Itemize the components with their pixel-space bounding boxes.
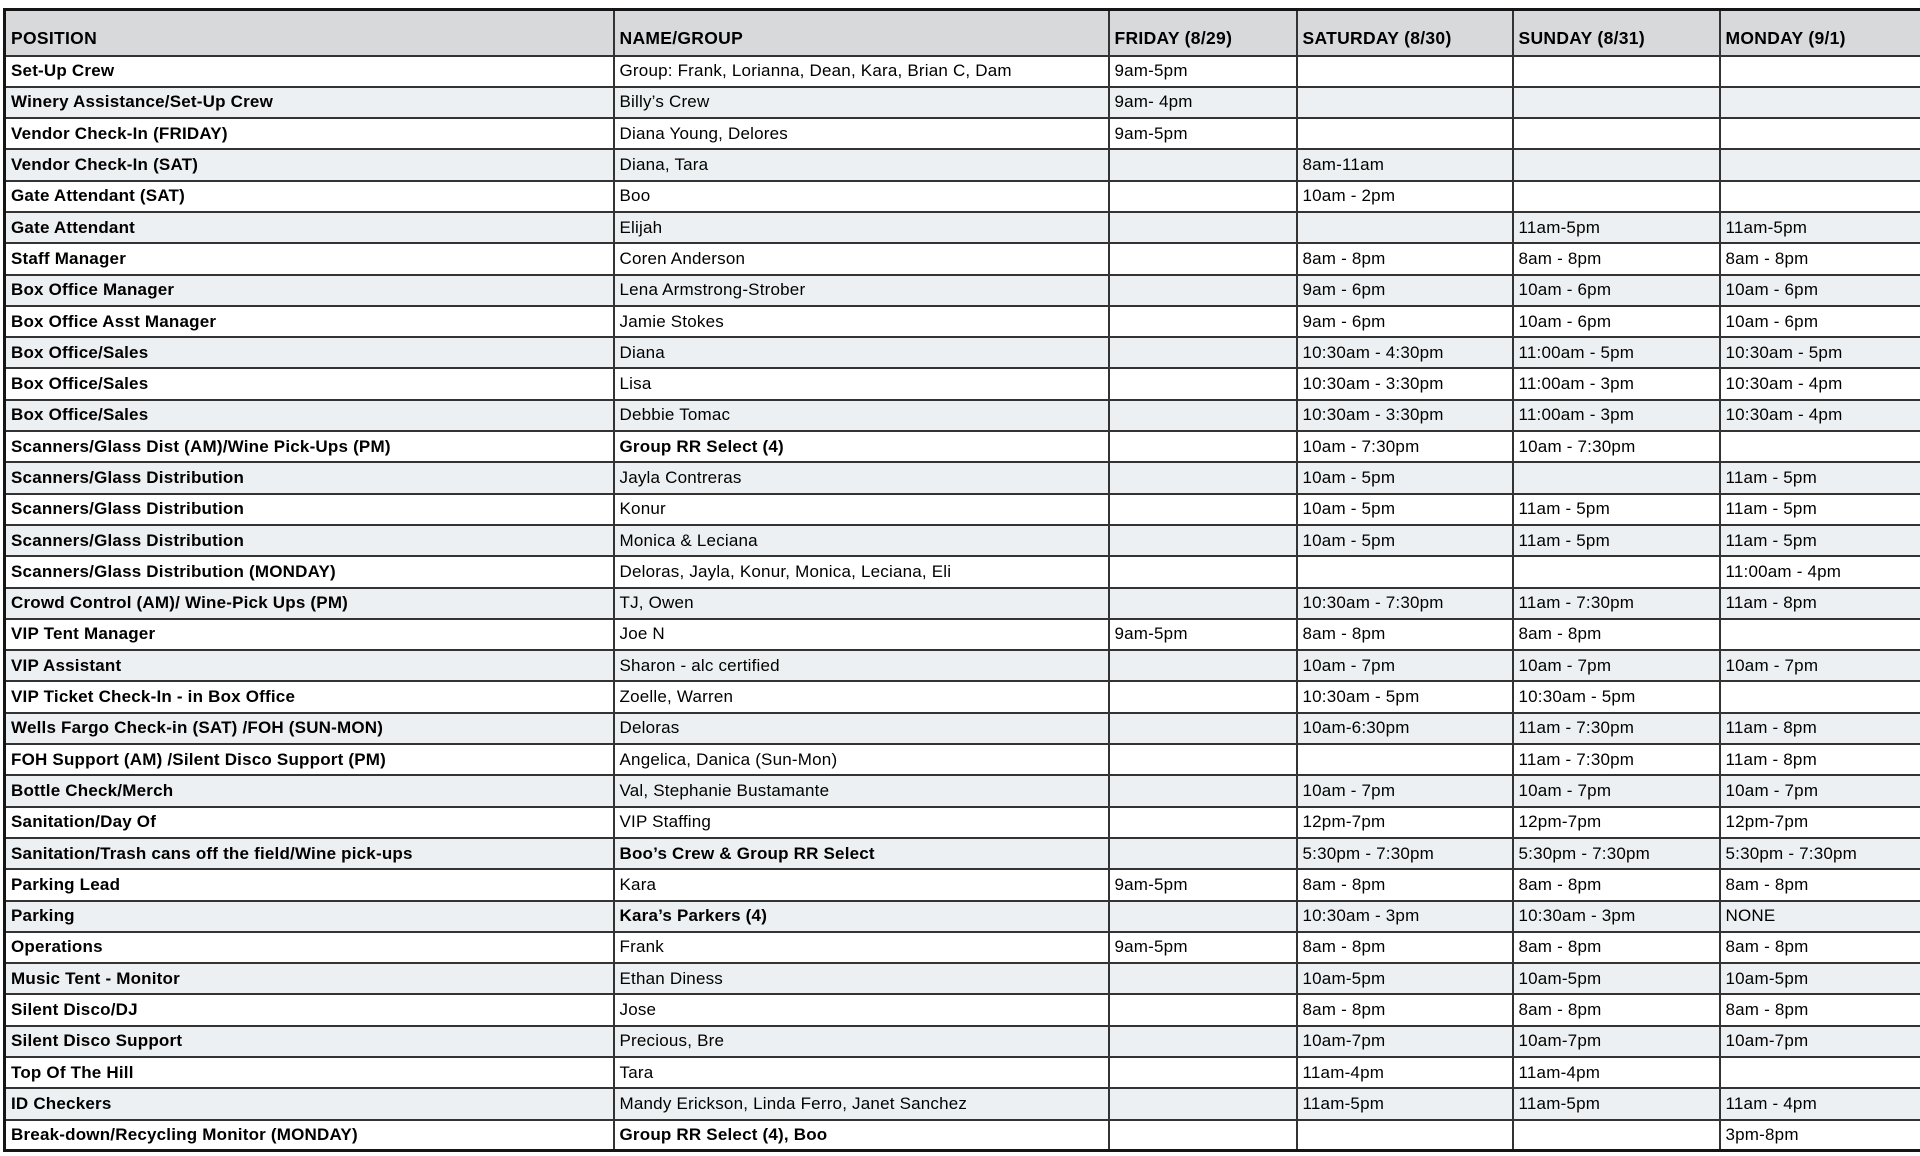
saturday-shift-cell[interactable] <box>1297 744 1513 775</box>
position-cell[interactable]: Break-down/Recycling Monitor (MONDAY) <box>5 1120 614 1151</box>
position-cell[interactable]: Box Office Asst Manager <box>5 306 614 337</box>
name-group-cell[interactable]: Kara’s Parkers (4) <box>614 901 1109 932</box>
name-group-cell[interactable]: Elijah <box>614 212 1109 243</box>
name-group-cell[interactable]: VIP Staffing <box>614 807 1109 838</box>
sunday-shift-cell[interactable]: 8am - 8pm <box>1513 994 1720 1025</box>
schedule-body <box>5 56 1920 1151</box>
friday-shift-cell[interactable] <box>1109 901 1297 932</box>
position-cell[interactable]: VIP Tent Manager <box>5 619 614 650</box>
table-row <box>5 337 1920 368</box>
position-cell[interactable]: Crowd Control (AM)/ Wine-Pick Ups (PM) <box>5 588 614 619</box>
sunday-shift-cell[interactable]: 8am - 8pm <box>1513 619 1720 650</box>
position-cell[interactable]: Box Office Manager <box>5 275 614 306</box>
table-row <box>5 87 1920 118</box>
sunday-shift-cell[interactable] <box>1513 87 1720 118</box>
position-cell[interactable]: Scanners/Glass Distribution <box>5 462 614 493</box>
friday-shift-cell[interactable] <box>1109 775 1297 806</box>
saturday-shift-cell[interactable] <box>1297 1120 1513 1151</box>
friday-shift-cell[interactable] <box>1109 431 1297 462</box>
column-header-monday[interactable]: MONDAY (9/1) <box>1720 10 1920 56</box>
monday-shift-cell[interactable]: 11am - 8pm <box>1720 744 1920 775</box>
saturday-shift-cell[interactable]: 8am - 8pm <box>1297 619 1513 650</box>
position-cell[interactable]: Gate Attendant <box>5 212 614 243</box>
sunday-shift-cell[interactable]: 11am-4pm <box>1513 1057 1720 1088</box>
sunday-shift-cell[interactable]: 11am-5pm <box>1513 212 1720 243</box>
position-cell[interactable]: Vendor Check-In (SAT) <box>5 149 614 180</box>
position-cell[interactable]: Scanners/Glass Distribution (MONDAY) <box>5 556 614 587</box>
monday-shift-cell[interactable]: 10:30am - 5pm <box>1720 337 1920 368</box>
sunday-shift-cell[interactable] <box>1513 149 1720 180</box>
table-row <box>5 1026 1920 1057</box>
saturday-shift-cell[interactable]: 10am-5pm <box>1297 963 1513 994</box>
name-group-cell[interactable]: Monica & Leciana <box>614 525 1109 556</box>
saturday-shift-cell[interactable]: 10am - 7pm <box>1297 775 1513 806</box>
saturday-shift-cell[interactable] <box>1297 56 1513 87</box>
name-group-cell[interactable]: Angelica, Danica (Sun-Mon) <box>614 744 1109 775</box>
name-group-cell[interactable]: Lisa <box>614 368 1109 399</box>
table-row <box>5 838 1920 869</box>
name-group-cell[interactable]: Ethan Diness <box>614 963 1109 994</box>
sunday-shift-cell[interactable]: 11am - 5pm <box>1513 494 1720 525</box>
table-row <box>5 118 1920 149</box>
table-row <box>5 212 1920 243</box>
saturday-shift-cell[interactable]: 10:30am - 3pm <box>1297 901 1513 932</box>
table-row <box>5 462 1920 493</box>
saturday-shift-cell[interactable] <box>1297 556 1513 587</box>
monday-shift-cell[interactable] <box>1720 619 1920 650</box>
name-group-cell[interactable]: Debbie Tomac <box>614 400 1109 431</box>
name-group-cell[interactable]: Zoelle, Warren <box>614 681 1109 712</box>
friday-shift-cell[interactable]: 9am- 4pm <box>1109 87 1297 118</box>
position-cell[interactable]: Bottle Check/Merch <box>5 775 614 806</box>
staff-schedule-table <box>3 8 1920 1152</box>
saturday-shift-cell[interactable]: 8am - 8pm <box>1297 932 1513 963</box>
saturday-shift-cell[interactable]: 10am - 7pm <box>1297 650 1513 681</box>
sunday-shift-cell[interactable]: 8am - 8pm <box>1513 932 1720 963</box>
friday-shift-cell[interactable] <box>1109 1088 1297 1119</box>
position-cell[interactable]: Parking Lead <box>5 869 614 900</box>
sunday-shift-cell[interactable]: 11am - 5pm <box>1513 525 1720 556</box>
table-row <box>5 243 1920 274</box>
table-row <box>5 149 1920 180</box>
sunday-shift-cell[interactable]: 10am - 7:30pm <box>1513 431 1720 462</box>
friday-shift-cell[interactable]: 9am-5pm <box>1109 869 1297 900</box>
saturday-shift-cell[interactable]: 10:30am - 4:30pm <box>1297 337 1513 368</box>
friday-shift-cell[interactable] <box>1109 1026 1297 1057</box>
column-header-friday[interactable]: FRIDAY (8/29) <box>1109 10 1297 56</box>
friday-shift-cell[interactable] <box>1109 838 1297 869</box>
name-group-cell[interactable]: Frank <box>614 932 1109 963</box>
saturday-shift-cell[interactable]: 10:30am - 5pm <box>1297 681 1513 712</box>
friday-shift-cell[interactable] <box>1109 963 1297 994</box>
saturday-shift-cell[interactable] <box>1297 212 1513 243</box>
monday-shift-cell[interactable]: 10:30am - 4pm <box>1720 368 1920 399</box>
column-header-sunday[interactable]: SUNDAY (8/31) <box>1513 10 1720 56</box>
monday-shift-cell[interactable]: NONE <box>1720 901 1920 932</box>
saturday-shift-cell[interactable]: 10:30am - 7:30pm <box>1297 588 1513 619</box>
friday-shift-cell[interactable] <box>1109 462 1297 493</box>
position-cell[interactable]: Wells Fargo Check-in (SAT) /FOH (SUN-MON) <box>5 713 614 744</box>
saturday-shift-cell[interactable]: 12pm-7pm <box>1297 807 1513 838</box>
sunday-shift-cell[interactable]: 10am-7pm <box>1513 1026 1720 1057</box>
sunday-shift-cell[interactable] <box>1513 56 1720 87</box>
position-cell[interactable]: Parking <box>5 901 614 932</box>
name-group-cell[interactable]: Diana <box>614 337 1109 368</box>
table-row <box>5 431 1920 462</box>
sunday-shift-cell[interactable]: 10am - 6pm <box>1513 275 1720 306</box>
sunday-shift-cell[interactable]: 11:00am - 3pm <box>1513 400 1720 431</box>
friday-shift-cell[interactable] <box>1109 212 1297 243</box>
monday-shift-cell[interactable]: 11am - 5pm <box>1720 525 1920 556</box>
monday-shift-cell[interactable]: 10am - 6pm <box>1720 275 1920 306</box>
table-row <box>5 181 1920 212</box>
name-group-cell[interactable]: Group RR Select (4) <box>614 431 1109 462</box>
sunday-shift-cell[interactable]: 5:30pm - 7:30pm <box>1513 838 1720 869</box>
name-group-cell[interactable]: Deloras <box>614 713 1109 744</box>
table-row <box>5 56 1920 87</box>
monday-shift-cell[interactable] <box>1720 87 1920 118</box>
table-row <box>5 963 1920 994</box>
table-row <box>5 556 1920 587</box>
sunday-shift-cell[interactable]: 8am - 8pm <box>1513 243 1720 274</box>
saturday-shift-cell[interactable] <box>1297 118 1513 149</box>
position-cell[interactable]: Vendor Check-In (FRIDAY) <box>5 118 614 149</box>
monday-shift-cell[interactable]: 8am - 8pm <box>1720 932 1920 963</box>
saturday-shift-cell[interactable]: 10am - 2pm <box>1297 181 1513 212</box>
table-row <box>5 400 1920 431</box>
sunday-shift-cell[interactable] <box>1513 1120 1720 1151</box>
name-group-cell[interactable]: Jose <box>614 994 1109 1025</box>
position-cell[interactable]: VIP Assistant <box>5 650 614 681</box>
position-cell[interactable]: Box Office/Sales <box>5 400 614 431</box>
friday-shift-cell[interactable] <box>1109 1120 1297 1151</box>
table-row <box>5 932 1920 963</box>
name-group-cell[interactable]: Konur <box>614 494 1109 525</box>
table-row <box>5 525 1920 556</box>
name-group-cell[interactable]: Val, Stephanie Bustamante <box>614 775 1109 806</box>
friday-shift-cell[interactable] <box>1109 556 1297 587</box>
sunday-shift-cell[interactable]: 10am - 6pm <box>1513 306 1720 337</box>
saturday-shift-cell[interactable]: 10am - 5pm <box>1297 494 1513 525</box>
name-group-cell[interactable]: Jamie Stokes <box>614 306 1109 337</box>
sunday-shift-cell[interactable] <box>1513 118 1720 149</box>
table-row <box>5 869 1920 900</box>
position-cell[interactable]: VIP Ticket Check-In - in Box Office <box>5 681 614 712</box>
saturday-shift-cell[interactable]: 10am - 5pm <box>1297 462 1513 493</box>
friday-shift-cell[interactable] <box>1109 807 1297 838</box>
name-group-cell[interactable]: Diana Young, Delores <box>614 118 1109 149</box>
position-cell[interactable]: Operations <box>5 932 614 963</box>
schedule-sheet <box>3 8 1920 1152</box>
friday-shift-cell[interactable] <box>1109 181 1297 212</box>
friday-shift-cell[interactable] <box>1109 306 1297 337</box>
friday-shift-cell[interactable] <box>1109 994 1297 1025</box>
saturday-shift-cell[interactable]: 10am - 5pm <box>1297 525 1513 556</box>
table-row <box>5 901 1920 932</box>
monday-shift-cell[interactable]: 11am-5pm <box>1720 212 1920 243</box>
table-row <box>5 1088 1920 1119</box>
table-row <box>5 681 1920 712</box>
friday-shift-cell[interactable] <box>1109 713 1297 744</box>
table-row <box>5 368 1920 399</box>
saturday-shift-cell[interactable]: 8am-11am <box>1297 149 1513 180</box>
sunday-shift-cell[interactable]: 10:30am - 3pm <box>1513 901 1720 932</box>
position-cell[interactable]: Scanners/Glass Distribution <box>5 525 614 556</box>
name-group-cell[interactable]: Lena Armstrong-Strober <box>614 275 1109 306</box>
friday-shift-cell[interactable] <box>1109 525 1297 556</box>
sunday-shift-cell[interactable] <box>1513 462 1720 493</box>
saturday-shift-cell[interactable]: 10am - 7:30pm <box>1297 431 1513 462</box>
position-cell[interactable]: Music Tent - Monitor <box>5 963 614 994</box>
position-cell[interactable]: Silent Disco/DJ <box>5 994 614 1025</box>
saturday-shift-cell[interactable]: 8am - 8pm <box>1297 243 1513 274</box>
name-group-cell[interactable]: Boo <box>614 181 1109 212</box>
monday-shift-cell[interactable] <box>1720 681 1920 712</box>
saturday-shift-cell[interactable]: 9am - 6pm <box>1297 275 1513 306</box>
monday-shift-cell[interactable] <box>1720 431 1920 462</box>
monday-shift-cell[interactable]: 10am - 7pm <box>1720 775 1920 806</box>
friday-shift-cell[interactable]: 9am-5pm <box>1109 619 1297 650</box>
header-row <box>5 10 1920 56</box>
name-group-cell[interactable]: Coren Anderson <box>614 243 1109 274</box>
saturday-shift-cell[interactable]: 10am-6:30pm <box>1297 713 1513 744</box>
name-group-cell[interactable]: Group: Frank, Lorianna, Dean, Kara, Brian C, Dam <box>614 56 1109 87</box>
position-cell[interactable]: Sanitation/Trash cans off the field/Wine pick-ups <box>5 838 614 869</box>
monday-shift-cell[interactable] <box>1720 56 1920 87</box>
friday-shift-cell[interactable] <box>1109 275 1297 306</box>
name-group-cell[interactable]: Group RR Select (4), Boo <box>614 1120 1109 1151</box>
position-cell[interactable]: Scanners/Glass Distribution <box>5 494 614 525</box>
sunday-shift-cell[interactable]: 11am - 7:30pm <box>1513 713 1720 744</box>
friday-shift-cell[interactable] <box>1109 368 1297 399</box>
position-cell[interactable]: FOH Support (AM) /Silent Disco Support (PM) <box>5 744 614 775</box>
saturday-shift-cell[interactable]: 11am-5pm <box>1297 1088 1513 1119</box>
friday-shift-cell[interactable] <box>1109 149 1297 180</box>
monday-shift-cell[interactable] <box>1720 118 1920 149</box>
position-cell[interactable]: ID Checkers <box>5 1088 614 1119</box>
monday-shift-cell[interactable]: 11am - 4pm <box>1720 1088 1920 1119</box>
column-header-position[interactable]: POSITION <box>5 10 614 56</box>
table-row <box>5 588 1920 619</box>
saturday-shift-cell[interactable]: 10:30am - 3:30pm <box>1297 368 1513 399</box>
table-row <box>5 744 1920 775</box>
monday-shift-cell[interactable]: 3pm-8pm <box>1720 1120 1920 1151</box>
monday-shift-cell[interactable]: 11am - 8pm <box>1720 713 1920 744</box>
name-group-cell[interactable]: Tara <box>614 1057 1109 1088</box>
name-group-cell[interactable]: Diana, Tara <box>614 149 1109 180</box>
monday-shift-cell[interactable]: 11am - 5pm <box>1720 462 1920 493</box>
saturday-shift-cell[interactable]: 10:30am - 3:30pm <box>1297 400 1513 431</box>
sunday-shift-cell[interactable]: 10am-5pm <box>1513 963 1720 994</box>
table-row <box>5 994 1920 1025</box>
position-cell[interactable]: Staff Manager <box>5 243 614 274</box>
name-group-cell[interactable]: Jayla Contreras <box>614 462 1109 493</box>
sunday-shift-cell[interactable] <box>1513 556 1720 587</box>
sunday-shift-cell[interactable]: 10am - 7pm <box>1513 650 1720 681</box>
monday-shift-cell[interactable]: 12pm-7pm <box>1720 807 1920 838</box>
friday-shift-cell[interactable] <box>1109 681 1297 712</box>
sunday-shift-cell[interactable]: 11:00am - 5pm <box>1513 337 1720 368</box>
column-header-saturday[interactable]: SATURDAY (8/30) <box>1297 10 1513 56</box>
monday-shift-cell[interactable]: 10am-7pm <box>1720 1026 1920 1057</box>
monday-shift-cell[interactable]: 8am - 8pm <box>1720 243 1920 274</box>
monday-shift-cell[interactable]: 10am - 7pm <box>1720 650 1920 681</box>
monday-shift-cell[interactable]: 10:30am - 4pm <box>1720 400 1920 431</box>
column-header-name-group[interactable]: NAME/GROUP <box>614 10 1109 56</box>
name-group-cell[interactable]: Precious, Bre <box>614 1026 1109 1057</box>
saturday-shift-cell[interactable]: 8am - 8pm <box>1297 994 1513 1025</box>
saturday-shift-cell[interactable] <box>1297 87 1513 118</box>
position-cell[interactable]: Box Office/Sales <box>5 337 614 368</box>
friday-shift-cell[interactable] <box>1109 1057 1297 1088</box>
friday-shift-cell[interactable] <box>1109 494 1297 525</box>
table-row <box>5 807 1920 838</box>
table-row <box>5 1120 1920 1151</box>
monday-shift-cell[interactable] <box>1720 181 1920 212</box>
table-row <box>5 775 1920 806</box>
sunday-shift-cell[interactable]: 11am - 7:30pm <box>1513 588 1720 619</box>
saturday-shift-cell[interactable]: 5:30pm - 7:30pm <box>1297 838 1513 869</box>
monday-shift-cell[interactable]: 11am - 8pm <box>1720 588 1920 619</box>
table-row <box>5 650 1920 681</box>
friday-shift-cell[interactable]: 9am-5pm <box>1109 118 1297 149</box>
monday-shift-cell[interactable]: 10am-5pm <box>1720 963 1920 994</box>
table-row <box>5 1057 1920 1088</box>
monday-shift-cell[interactable]: 8am - 8pm <box>1720 994 1920 1025</box>
monday-shift-cell[interactable]: 10am - 6pm <box>1720 306 1920 337</box>
name-group-cell[interactable]: Mandy Erickson, Linda Ferro, Janet Sanchez <box>614 1088 1109 1119</box>
sunday-shift-cell[interactable]: 8am - 8pm <box>1513 869 1720 900</box>
name-group-cell[interactable]: Deloras, Jayla, Konur, Monica, Leciana, Eli <box>614 556 1109 587</box>
sunday-shift-cell[interactable]: 11:00am - 3pm <box>1513 368 1720 399</box>
position-cell[interactable]: Silent Disco Support <box>5 1026 614 1057</box>
name-group-cell[interactable]: Kara <box>614 869 1109 900</box>
table-row <box>5 619 1920 650</box>
friday-shift-cell[interactable]: 9am-5pm <box>1109 56 1297 87</box>
saturday-shift-cell[interactable]: 10am-7pm <box>1297 1026 1513 1057</box>
monday-shift-cell[interactable]: 11am - 5pm <box>1720 494 1920 525</box>
position-cell[interactable]: Gate Attendant (SAT) <box>5 181 614 212</box>
friday-shift-cell[interactable] <box>1109 337 1297 368</box>
friday-shift-cell[interactable]: 9am-5pm <box>1109 932 1297 963</box>
saturday-shift-cell[interactable]: 11am-4pm <box>1297 1057 1513 1088</box>
friday-shift-cell[interactable] <box>1109 650 1297 681</box>
monday-shift-cell[interactable] <box>1720 1057 1920 1088</box>
sunday-shift-cell[interactable]: 11am-5pm <box>1513 1088 1720 1119</box>
table-row <box>5 306 1920 337</box>
monday-shift-cell[interactable]: 8am - 8pm <box>1720 869 1920 900</box>
sunday-shift-cell[interactable]: 11am - 7:30pm <box>1513 744 1720 775</box>
monday-shift-cell[interactable]: 11:00am - 4pm <box>1720 556 1920 587</box>
name-group-cell[interactable]: TJ, Owen <box>614 588 1109 619</box>
position-cell[interactable]: Box Office/Sales <box>5 368 614 399</box>
position-cell[interactable]: Top Of The Hill <box>5 1057 614 1088</box>
position-cell[interactable]: Scanners/Glass Dist (AM)/Wine Pick-Ups (PM) <box>5 431 614 462</box>
position-cell[interactable]: Set-Up Crew <box>5 56 614 87</box>
friday-shift-cell[interactable] <box>1109 243 1297 274</box>
table-row <box>5 494 1920 525</box>
name-group-cell[interactable]: Sharon - alc certified <box>614 650 1109 681</box>
position-cell[interactable]: Sanitation/Day Of <box>5 807 614 838</box>
sunday-shift-cell[interactable]: 10:30am - 5pm <box>1513 681 1720 712</box>
name-group-cell[interactable]: Joe N <box>614 619 1109 650</box>
friday-shift-cell[interactable] <box>1109 744 1297 775</box>
friday-shift-cell[interactable] <box>1109 400 1297 431</box>
name-group-cell[interactable]: Billy’s Crew <box>614 87 1109 118</box>
saturday-shift-cell[interactable]: 9am - 6pm <box>1297 306 1513 337</box>
monday-shift-cell[interactable]: 5:30pm - 7:30pm <box>1720 838 1920 869</box>
monday-shift-cell[interactable] <box>1720 149 1920 180</box>
saturday-shift-cell[interactable]: 8am - 8pm <box>1297 869 1513 900</box>
friday-shift-cell[interactable] <box>1109 588 1297 619</box>
table-row <box>5 275 1920 306</box>
sunday-shift-cell[interactable]: 12pm-7pm <box>1513 807 1720 838</box>
sunday-shift-cell[interactable]: 10am - 7pm <box>1513 775 1720 806</box>
position-cell[interactable]: Winery Assistance/Set-Up Crew <box>5 87 614 118</box>
table-row <box>5 713 1920 744</box>
sunday-shift-cell[interactable] <box>1513 181 1720 212</box>
name-group-cell[interactable]: Boo’s Crew & Group RR Select <box>614 838 1109 869</box>
